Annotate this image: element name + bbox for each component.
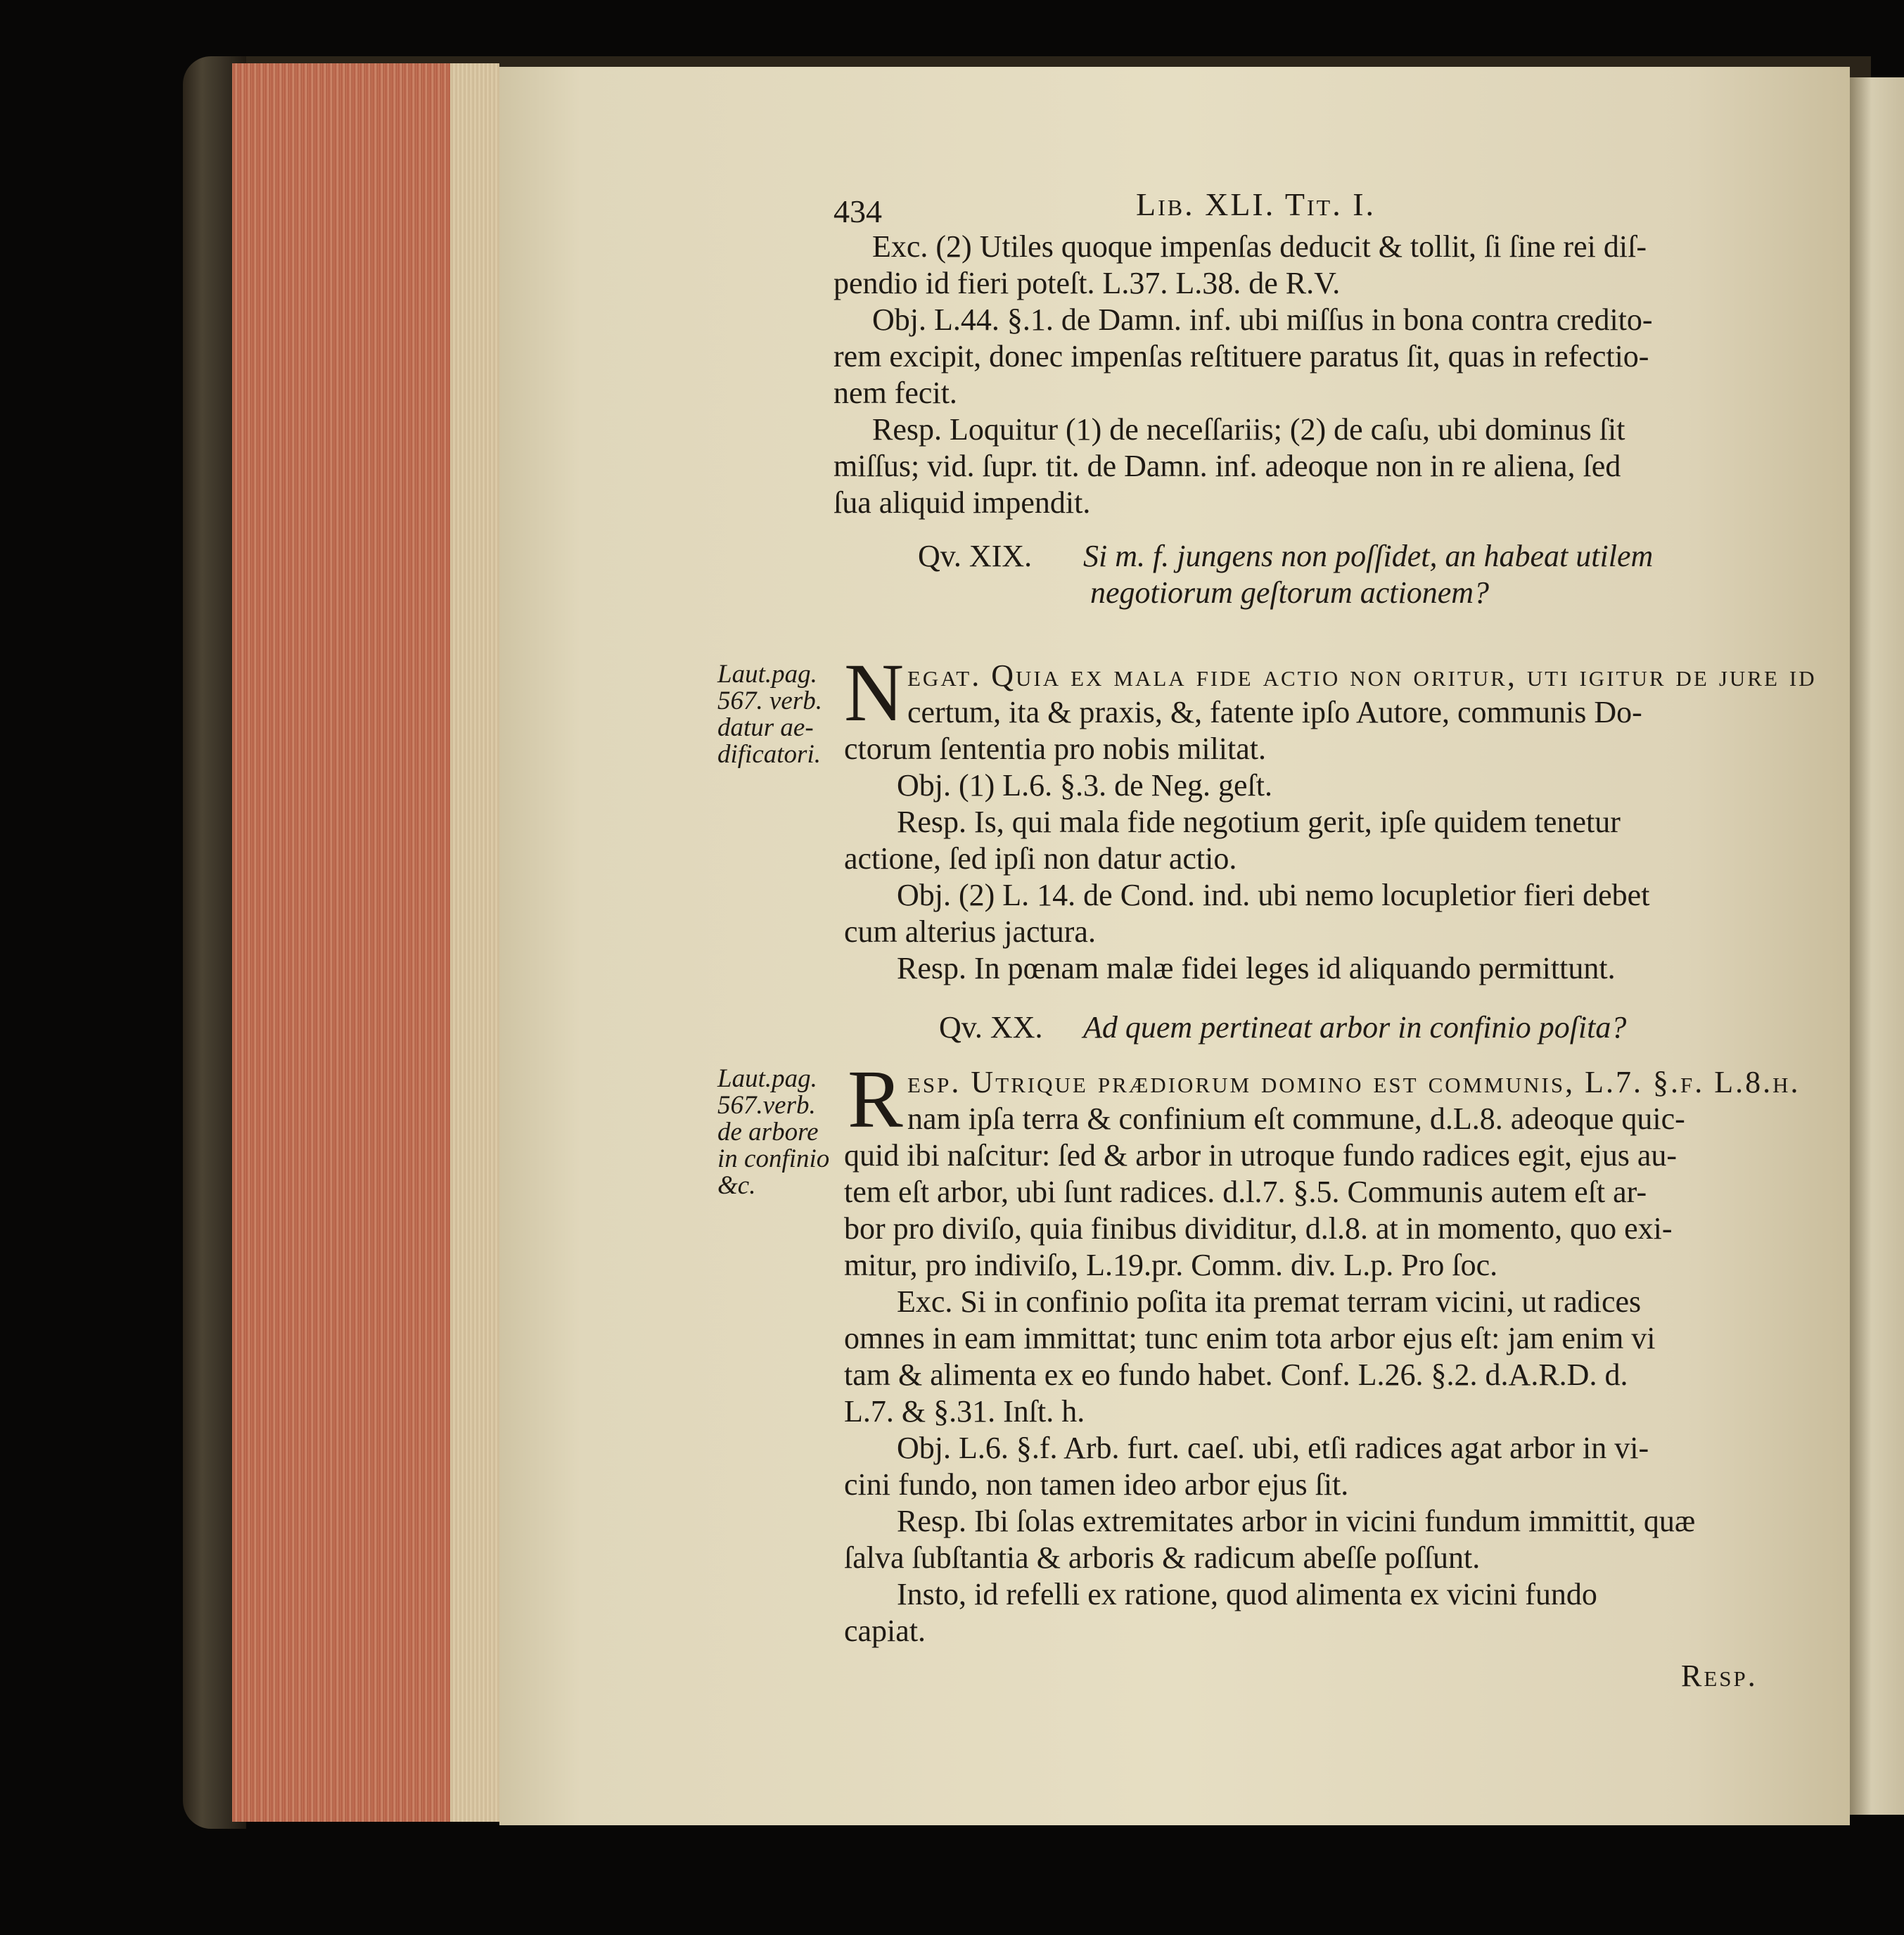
question-19-label: Qv. XIX.	[918, 539, 1033, 573]
text-line: Resp. Loquitur (1) de neceſſariis; (2) de caſu, ubi dominus ſit	[872, 412, 1625, 447]
text-line: capiat.	[844, 1614, 926, 1648]
text-line: cum alterius jactura.	[844, 914, 1096, 949]
running-title: Lib. XLI. Tit. I.	[1136, 186, 1376, 222]
margin-line: &c.	[717, 1171, 756, 1200]
text-line: nem fecit.	[833, 376, 957, 410]
text-line: Obj. (2) L. 14. de Cond. ind. ubi nemo locupletior fieri debet	[897, 878, 1650, 912]
text-line: Resp. In pœnam malæ fidei leges id aliquando permittunt.	[897, 951, 1616, 985]
question-19-title-cont: negotiorum geſtorum actionem?	[1090, 575, 1490, 610]
text-line: cini fundo, non tamen ideo arbor ejus ſit.	[844, 1467, 1349, 1502]
question-19-title: Si m. f. jungens non poſſidet, an habeat utilem	[1083, 539, 1654, 573]
text-line: nam ipſa terra & confinium eſt commune, d.L.8. adeoque quic-	[907, 1101, 1685, 1136]
margin-line: 567. verb.	[717, 686, 822, 715]
text-line: esp. Utrique prædiorum domino eſt communis, L.7. §.f. L.8.h.	[907, 1065, 1801, 1099]
text-line: Resp. Ibi ſolas extremitates arbor in vicini fundum immittit, quæ	[897, 1504, 1696, 1538]
text-line: ſalva ſubſtantia & arboris & radicum abeſſe poſſunt.	[844, 1540, 1481, 1575]
text-line: tam & alimenta ex eo fundo habet. Conf. L.26. §.2. d.A.R.D. d.	[844, 1358, 1628, 1392]
text-line: mitur, pro indiviſo, L.19.pr. Comm. div. L.p. Pro ſoc.	[844, 1248, 1498, 1282]
question-20-label: Qv. XX.	[939, 1010, 1043, 1045]
margin-line: datur ae-	[717, 713, 814, 742]
margin-line: de arbore	[717, 1118, 819, 1147]
text-line: omnes in eam immittat; tunc enim tota arbor ejus eſt: jam enim vi	[844, 1321, 1656, 1355]
dropcap-r: R	[848, 1053, 903, 1145]
text-line: Exc. Si in confinio poſita ita premat terram vicini, ut radices	[897, 1284, 1642, 1319]
margin-note-19	[717, 661, 822, 768]
text-line: Obj. L.44. §.1. de Damn. inf. ubi miſſus in bona contra credito-	[872, 302, 1653, 337]
text-line: Obj. L.6. §.f. Arb. furt. caeſ. ubi, etſi radices agat arbor in vi-	[897, 1431, 1649, 1465]
dropcap-n: N	[844, 646, 905, 739]
text-line: Resp. Is, qui mala fide negotium gerit, ipſe quidem tenetur	[897, 805, 1621, 839]
page-number: 434	[833, 193, 882, 229]
text-line: bor pro diviſo, quia finibus dividitur, d.l.8. at in momento, quo exi-	[844, 1211, 1673, 1246]
text-line: rem excipit, donec impenſas reſtituere paratus ſit, quas in refectio-	[833, 339, 1649, 373]
margin-note-20	[717, 1066, 829, 1199]
text-line: quid ibi naſcitur: ſed & arbor in utroque fundo radices egit, ejus au-	[844, 1138, 1678, 1173]
text-line: ſua aliquid impendit.	[833, 485, 1091, 520]
page-434	[499, 67, 1850, 1825]
text-line: egat. Quia ex mala fide actio non oritur, uti igitur de jure id	[907, 658, 1817, 693]
text-line: L.7. & §.31. Inſt. h.	[844, 1394, 1085, 1429]
margin-line: Laut.pag.	[717, 660, 817, 689]
question-20-title: Ad quem pertineat arbor in confinio poſita?	[1083, 1010, 1627, 1045]
text-line: ctorum ſententia pro nobis militat.	[844, 732, 1266, 766]
catchword: Resp.	[1681, 1659, 1758, 1693]
text-line: Insto, id refelli ex ratione, quod alimenta ex vicini fundo	[897, 1577, 1597, 1611]
text-line: Exc. (2) Utiles quoque impenſas deducit & tollit, ſi ſine rei diſ-	[872, 229, 1647, 264]
margin-line: Laut.pag.	[717, 1064, 817, 1093]
text-line: actione, ſed ipſi non datur actio.	[844, 841, 1237, 876]
text-line: Obj. (1) L.6. §.3. de Neg. geſt.	[897, 768, 1272, 803]
facing-page-edge	[1850, 77, 1904, 1815]
margin-line: dificatori.	[717, 740, 821, 769]
text-line: miſſus; vid. ſupr. tit. de Damn. inf. adeoque non in re aliena, ſed	[833, 449, 1621, 483]
text-line: certum, ita & praxis, &, fatente ipſo Autore, communis Do-	[907, 695, 1642, 729]
text-line: pendio id fieri poteſt. L.37. L.38. de R.V.	[833, 266, 1341, 300]
text-line: tem eſt arbor, ubi ſunt radices. d.l.7. §.5. Communis autem eſt ar-	[844, 1175, 1647, 1209]
margin-line: in confinio	[717, 1144, 830, 1173]
margin-line: 567.verb.	[717, 1091, 816, 1120]
page-block-edge	[232, 63, 499, 1822]
